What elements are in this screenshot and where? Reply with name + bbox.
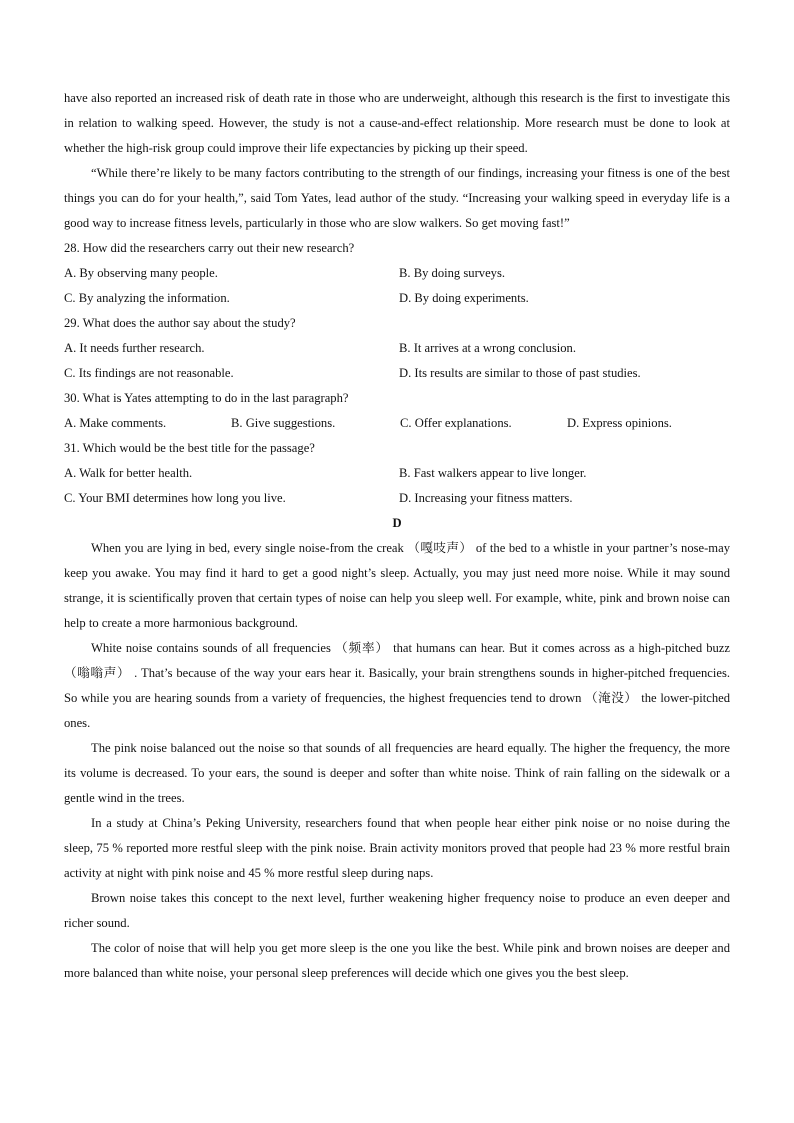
question-31-stem: 31. Which would be the best title for the passage? (64, 441, 315, 455)
section-heading: D (392, 516, 402, 530)
question-31-options (64, 486, 730, 511)
option-b: B. Give suggestions. (231, 416, 336, 430)
question-29-options (64, 361, 730, 386)
option-c: C. Your BMI determines how long you live. (64, 491, 286, 505)
question-28-options (64, 261, 730, 286)
passage-paragraph: The color of noise that will help you get more sleep is the one you like the best. While pink and brown noises are deeper and more balanced than white noise, your personal sleep preferences will decide which one gives you the best sleep. (64, 941, 730, 980)
passage-paragraph: The pink noise balanced out the noise so that sounds of all frequencies are heard equally. The higher the frequency, the more its volume is decreased. To your ears, the sound is deeper and softer than white noise. Think of rain falling on the sidewalk or a gentle wind in the trees. (64, 741, 730, 805)
passage-paragraph: In a study at China’s Peking University, researchers found that when people hear either pink noise or no noise during the sleep, 75 % reported more restful sleep with the pink noise. Brain activity monitors proved that people had 23 % more restful brain activity at night with pink noise and 45 % more restful sleep during naps. (64, 816, 730, 880)
option-c: C. By analyzing the information. (64, 291, 230, 305)
option-d: D. Increasing your fitness matters. (399, 491, 573, 505)
exam-page (64, 86, 730, 986)
question-28-options (64, 286, 730, 311)
question-28-stem: 28. How did the researchers carry out their new research? (64, 241, 355, 255)
option-a: A. Make comments. (64, 416, 167, 430)
question-29-stem: 29. What does the author say about the study? (64, 316, 296, 330)
option-c: C. Offer explanations. (400, 416, 512, 430)
passage-paragraph: Brown noise takes this concept to the next level, further weakening higher frequency noise to produce an even deeper and richer sound. (64, 891, 730, 930)
option-b: B. Fast walkers appear to live longer. (399, 466, 587, 480)
option-a: A. By observing many people. (64, 266, 218, 280)
option-a: A. Walk for better health. (64, 466, 193, 480)
option-b: B. It arrives at a wrong conclusion. (399, 341, 576, 355)
passage-paragraph: have also reported an increased risk of death rate in those who are underweight, although this research is the first to investigate this in relation to walking speed. However, the study is not a cause-and-effect relationship. More research must be done to look at whether the high-risk group could improve their life expectancies by picking up their speed. (64, 91, 730, 155)
option-d: D. Express opinions. (567, 416, 672, 430)
question-31-options (64, 461, 730, 486)
question-29-options (64, 336, 730, 361)
option-c: C. Its findings are not reasonable. (64, 366, 234, 380)
passage-paragraph: “While there’re likely to be many factors contributing to the strength of our findings, increasing your fitness is one of the best things you can do for your health,”, said Tom Yates, lead author of the study. “Increasing your walking speed in everyday life is a good way to increase fitness levels, particularly in those who are slow walkers. So get moving fast!” (64, 166, 730, 230)
passage-paragraph: When you are lying in bed, every single noise-from the creak （嘎吱声） of the bed to a whistle in your partner’s nose-may keep you awake. You may find it hard to get a good night’s sleep. Actually, you may just need more noise. While it may sound strange, it is scientifically proven that certain types of noise can help you sleep well. For example, white, pink and brown noise can help to create a more harmonious background. (64, 541, 730, 630)
option-d: D. Its results are similar to those of past studies. (399, 366, 641, 380)
question-30-options (64, 411, 730, 436)
option-b: B. By doing surveys. (399, 266, 506, 280)
option-a: A. It needs further research. (64, 341, 205, 355)
passage-paragraph: White noise contains sounds of all frequencies （频率） that humans can hear. But it comes across as a high-pitched buzz （嗡嗡声） . That’s because of the way your ears hear it. Basically, your brain strengthens sounds in higher-pitched frequencies. So while you are hearing sounds from a variety of frequencies, the highest frequencies tend to drown （淹没） the lower-pitched ones. (64, 641, 730, 730)
question-30-stem: 30. What is Yates attempting to do in the last paragraph? (64, 391, 349, 405)
option-d: D. By doing experiments. (399, 291, 529, 305)
